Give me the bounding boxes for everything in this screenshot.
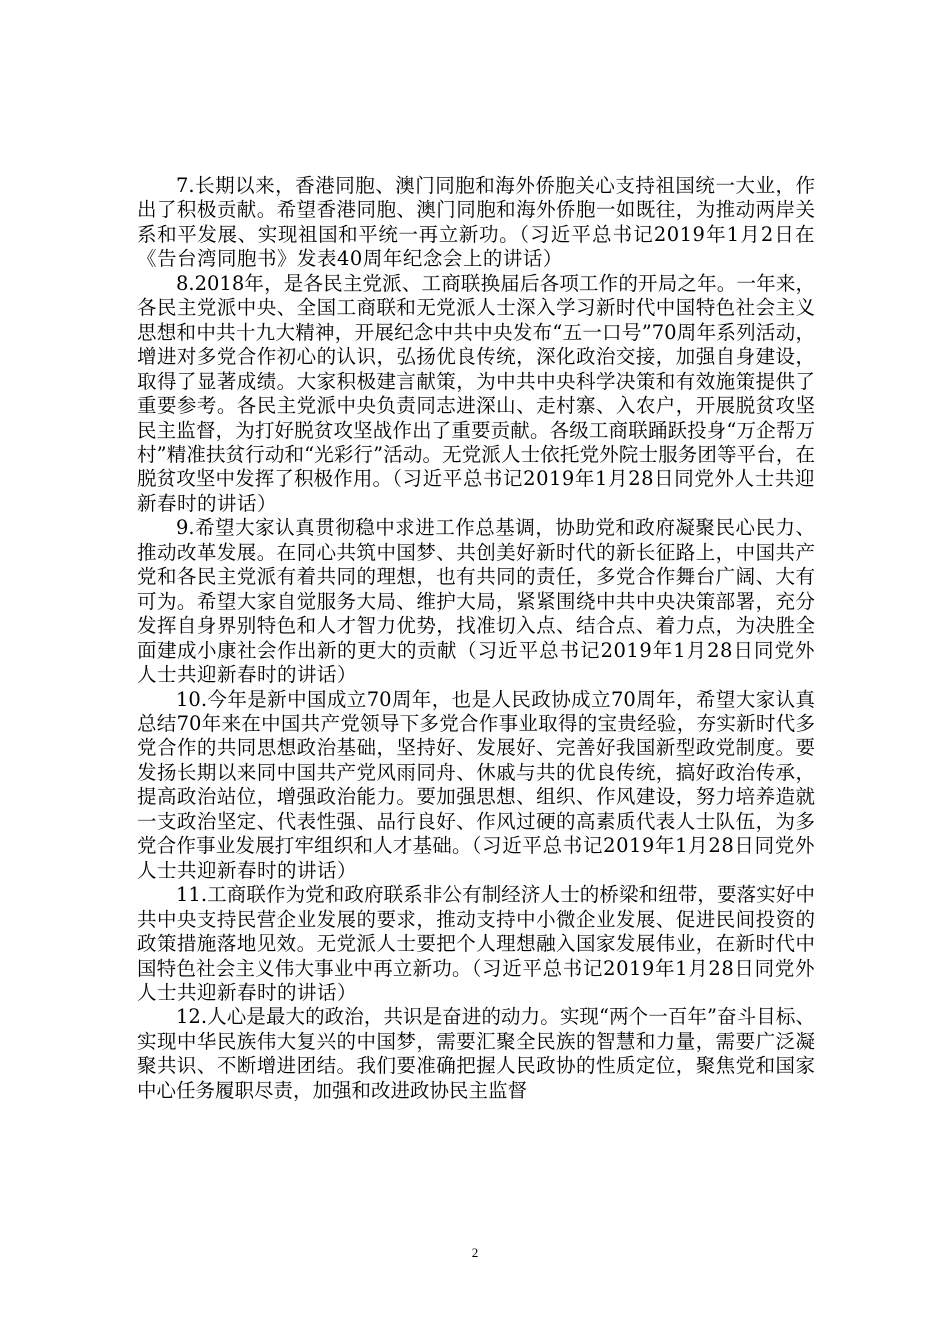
citation: （习近平总书记2019年1月28日同党外人士共迎新春时的讲话）: [137, 638, 815, 687]
paragraph-10: 10.今年是新中国成立70周年，也是人民政协成立70周年，希望大家认真总结70年来在中国共产党领导下多党合作事业取得的宝贵经验，夯实新时代多党合作的共同思想政治基础，坚持好、发展好、完善好我国新型政党制度。要发扬长期以来同中国共产党风雨同舟、休戚与共的优良传统，搞好政治传承，提高政治站位，增强政治能力。要加强思想、组织、作风建设，努力培养造就一支政治坚定、代表性强、品行良好、作风过硬的高素质代表人士队伍，为多党合作事业发展打牢组织和人才基础。（习近平总书记2019年1月28日同党外人士共迎新春时的讲话）: [137, 687, 815, 882]
page-number: 2: [471, 1245, 479, 1260]
paragraph-9: 9.希望大家认真贯彻稳中求进工作总基调，协助党和政府凝聚民心民力、推动改革发展。在同心共筑中国梦、共创美好新时代的新长征路上，中国共产党和各民主党派有着共同的理想，也有共同的责任，多党合作舞台广阔、大有可为。希望大家自觉服务大局、维护大局，紧紧围绕中共中央决策部署，充分发挥自身界别特色和人才智力优势，找准切入点、结合点、着力点，为决胜全面建成小康社会作出新的更大的贡献（习近平总书记2019年1月28日同党外人士共迎新春时的讲话）: [137, 516, 815, 687]
paragraph-11: 11.工商联作为党和政府联系非公有制经济人士的桥梁和纽带，要落实好中共中央支持民营企业发展的要求，推动支持中小微企业发展、促进民间投资的政策措施落地见效。无党派人士要把个人理想融入国家发展伟业，在新时代中国特色社会主义伟大事业中再立新功。（习近平总书记2019年1月28日同党外人士共迎新春时的讲话）: [137, 883, 815, 1004]
document-body: [137, 174, 815, 1103]
citation: （习近平总书记2019年1月28日同党外人士共迎新春时的讲话）: [137, 956, 815, 1004]
paragraph-8: 8.2018年，是各民主党派、工商联换届后各项工作的开局之年。一年来，各民主党派中央、全国工商联和无党派人士深入学习新时代中国特色社会主义思想和中共十九大精神，开展纪念中共中央发布“五一口号”70周年系列活动，增进对多党合作初心的认识，弘扬优良传统，深化政治交接，加强自身建设，取得了显著成绩。大家积极建言献策，为中共中央科学决策和有效施策提供了重要参考。各民主党派中央负责同志进深山、走村寨、入农户，开展脱贫攻坚民主监督，为打好脱贫攻坚战作出了重要贡献。各级工商联踊跃投身“万企帮万村”精准扶贫行动和“光彩行”活动。无党派人士依托党外院士服务团等平台，在脱贫攻坚中发挥了积极作用。（习近平总书记2019年1月28日同党外人士共迎新春时的讲话）: [137, 271, 815, 515]
paragraph-12: 12.人心是最大的政治，共识是奋进的动力。实现“两个一百年”奋斗目标、实现中华民族伟大复兴的中国梦，需要汇聚全民族的智慧和力量，需要广泛凝聚共识、不断增进团结。我们要准确把握人民政协的性质定位，聚焦党和国家中心任务履职尽责，加强和改进政协民主监督: [137, 1005, 815, 1102]
citation: （习近平总书记2019年1月28日同党外人士共迎新春时的讲话）: [137, 467, 815, 515]
citation: （习近平总书记2019年1月2日在《告台湾同胞书》发表40周年纪念会上的讲话）: [137, 222, 815, 271]
citation: （习近平总书记2019年1月28日同党外人士共迎新春时的讲话）: [137, 834, 815, 882]
paragraph-7: 7.长期以来，香港同胞、澳门同胞和海外侨胞关心支持祖国统一大业，作出了积极贡献。希望香港同胞、澳门同胞和海外侨胞一如既往，为推动两岸关系和平发展、实现祖国和平统一再立新功。（习近平总书记2019年1月2日在《告台湾同胞书》发表40周年纪念会上的讲话）: [137, 174, 815, 271]
